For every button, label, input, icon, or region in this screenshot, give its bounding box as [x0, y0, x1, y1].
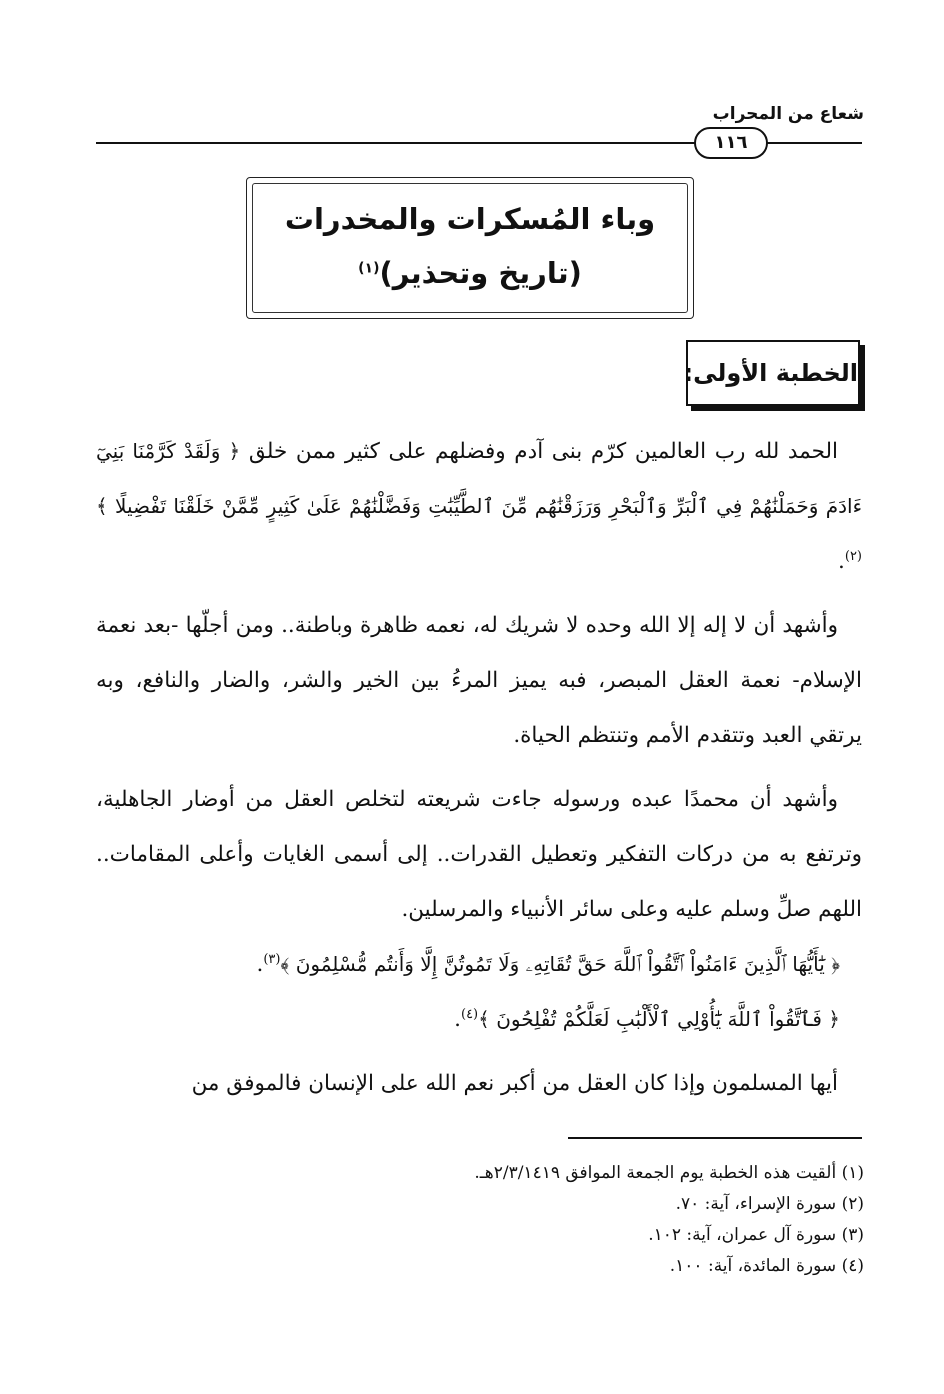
footnote-ref-4: (٤): [460, 1006, 479, 1022]
paragraph-4-text: أيها المسلمون وإذا كان العقل من أكبر نعم الله على الإنسان فالموفق من: [191, 1071, 838, 1096]
page-subtitle: [247, 256, 693, 290]
paragraph-2-text: وأشهد أن لا إله إلا الله وحده لا شريك له، نعمه ظاهرة وباطنة.. ومن أجلّها -بعد نعمة الإسلام- نعمة العقل المبصر، فبه يميز المرءُ بين الخير والشر، والضار والنافع، وبه يرتقي العبد وتتقدم الأمم وتنتظم الحياة.: [96, 613, 862, 748]
ayah-line-1: ﴿ يَٰٓأَيُّهَا ٱلَّذِينَ ءَامَنُواْ ٱتَّقُواْ ٱللَّهَ حَقَّ تُقَاتِهِۦ وَلَا تَمُوتُنَّ إِلَّا وَأَنتُم مُّسْلِمُونَ ﴾$^{(٣)}$.: [256, 951, 840, 977]
paragraph-4: [96, 1056, 862, 1111]
quran-verse-2: ﴿ يَٰٓأَيُّهَا ٱلَّذِينَ ءَامَنُواْ ٱتَّقُواْ ٱللَّهَ حَقَّ تُقَاتِهِۦ وَلَا تَمُوتُنَّ إِلَّا وَأَنتُم مُّسْلِمُونَ ﴾: [280, 952, 840, 976]
running-title: شعاع من المحراب: [712, 104, 864, 124]
section-heading: الخطبة الأولى:: [686, 340, 860, 406]
footnote-1: (١) ألقيت هذه الخطبة يوم الجمعة الموافق ٢/٣/١٤١٩هـ.: [474, 1163, 864, 1183]
footnote-ref-2: (٢): [844, 548, 862, 564]
title-footnote-ref: (١): [358, 260, 380, 277]
page-number: ١١٦: [694, 127, 768, 159]
quran-verse-1: ﴿ وَلَقَدْ كَرَّمْنَا بَنِيٓ ءَادَمَ وَحَمَلْنَٰهُمْ فِي ٱلْبَرِّ وَٱلْبَحْرِ وَرَزَقْنَٰهُم مِّنَ ٱلطَّيِّبَٰتِ وَفَضَّلْنَٰهُمْ عَلَىٰ كَثِيرٍ مِّمَّنْ خَلَقْنَا تَفْضِيلًا ﴾: [96, 439, 862, 518]
footnote-rule: [568, 1137, 862, 1139]
quran-verse-3: ﴿ فَٱتَّقُواْ ٱللَّهَ يَٰٓأُوْلِي ٱلْأَلْبَٰبِ لَعَلَّكُمْ تُفْلِحُونَ ﴾: [478, 1007, 840, 1031]
paragraph-3-text: وأشهد أن محمدًا عبده ورسوله جاءت شريعته لتخلص العقل من أوضار الجاهلية، وترتفع به من دركات التفكير وتعطيل القدرات.. إلى أسمى الغايات وأعلى المقامات.. اللهم صلِّ وسلم عليه وعلى سائر الأنبياء والمرسلين.: [96, 787, 862, 922]
body-text: [96, 424, 862, 1111]
paragraph-1: الحمد لله رب العالمين كرّم بنى آدم وفضلهم على كثير ممن خلق ﴿ وَلَقَدْ كَرَّمْنَا بَنِيٓ ءَادَمَ وَحَمَلْنَٰهُمْ فِي ٱلْبَرِّ وَٱلْبَحْرِ وَرَزَقْنَٰهُم مِّنَ ٱلطَّيِّبَٰتِ وَفَضَّلْنَٰهُمْ عَلَىٰ كَثِيرٍ مِّمَّنْ خَلَقْنَا تَفْضِيلًا ﴾$^{(٢)}$.: [96, 439, 862, 574]
footnote-2: (٢) سورة الإسراء، آية: ٧٠.: [675, 1194, 864, 1214]
paragraph-2: [96, 598, 862, 763]
title-frame: [246, 177, 694, 319]
ayah-line-2: ﴿ فَٱتَّقُواْ ٱللَّهَ يَٰٓأُوْلِي ٱلْأَلْبَٰبِ لَعَلَّكُمْ تُفْلِحُونَ ﴾$^{(٤)}$.: [454, 1006, 840, 1032]
paragraph-1-text: الحمد لله رب العالمين كرّم بنى آدم وفضلهم على كثير ممن خلق: [248, 439, 839, 464]
page-title: وباء المُسكرات والمخدرات: [284, 202, 656, 236]
footnote-3: (٣) سورة آل عمران، آية: ١٠٢.: [648, 1225, 864, 1245]
paragraph-3: [96, 772, 862, 937]
footnote-4: (٤) سورة المائدة، آية: ١٠٠.: [669, 1256, 864, 1276]
footnote-ref-3: (٣): [263, 951, 281, 967]
subtitle-text: (تاريخ وتحذير): [379, 256, 582, 290]
footnotes: [164, 1158, 864, 1282]
